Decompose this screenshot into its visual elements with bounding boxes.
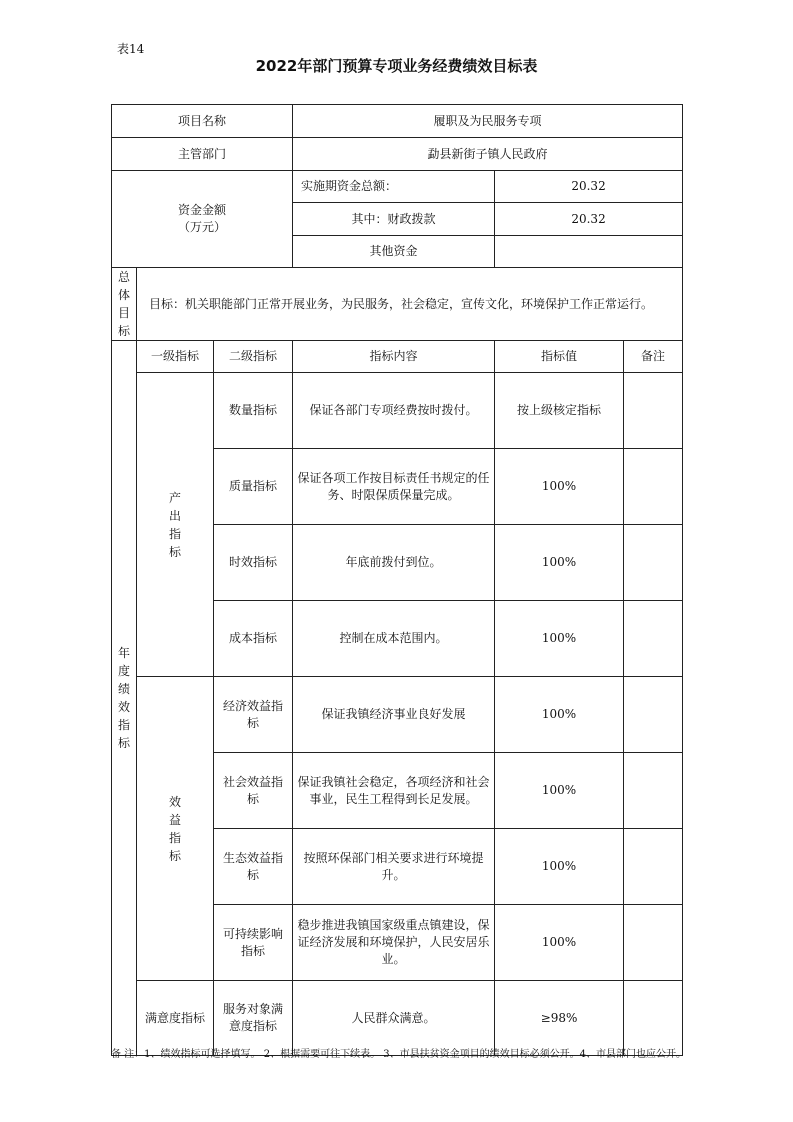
column-header-level1: 一级指标 xyxy=(137,341,214,373)
column-header-content: 指标内容 xyxy=(293,341,495,373)
table-number: 表14 xyxy=(117,42,145,56)
department-value: 勐县新街子镇人民政府 xyxy=(293,138,683,171)
indicator-sub: 服务对象满意度指标 xyxy=(214,981,293,1056)
performance-table xyxy=(111,104,683,1056)
indicator-remark xyxy=(624,373,683,449)
row-department xyxy=(112,138,683,171)
row-funding-total xyxy=(112,171,683,203)
indicator-content: 年底前拨付到位。 xyxy=(293,525,495,601)
indicator-content: 保证各项工作按目标责任书规定的任务、时限保质保量完成。 xyxy=(293,449,495,525)
funding-label: 资金金额 xyxy=(178,203,227,217)
column-header-remark: 备注 xyxy=(624,341,683,373)
indicator-content: 保证各部门专项经费按时拨付。 xyxy=(293,373,495,449)
indicator-value: 100% xyxy=(495,905,624,981)
indicator-content: 按照环保部门相关要求进行环境提升。 xyxy=(293,829,495,905)
indicator-sub: 时效指标 xyxy=(214,525,293,601)
overall-goal-label: 总体目标 xyxy=(118,270,131,338)
indicator-content: 控制在成本范围内。 xyxy=(293,601,495,677)
indicator-value: 100% xyxy=(495,449,624,525)
page-title: 2022年部门预算专项业务经费绩效目标表 xyxy=(255,57,538,75)
indicator-content: 人民群众满意。 xyxy=(293,981,495,1056)
funding-total-label: 实施期资金总额： xyxy=(293,171,495,203)
indicator-value: 100% xyxy=(495,753,624,829)
indicator-remark xyxy=(624,981,683,1056)
row-overall-goal xyxy=(112,268,683,341)
satisfaction-label: 满意度指标 xyxy=(137,981,214,1056)
indicator-content: 保证我镇经济事业良好发展 xyxy=(293,677,495,753)
output-label-cell xyxy=(137,373,214,677)
benefit-label-cell xyxy=(137,677,214,981)
indicator-sub: 质量指标 xyxy=(214,449,293,525)
annual-label: 年度绩效指标 xyxy=(118,646,131,750)
indicator-remark xyxy=(624,601,683,677)
overall-goal-label-cell xyxy=(112,268,137,341)
indicator-sub: 成本指标 xyxy=(214,601,293,677)
annual-label-cell xyxy=(112,341,137,1056)
footnote: 备 注：1、绩效指标可选择填写。 2、根据需要可往下续表。 3、市县扶贫资金项目的绩效目标必须公开。4、市县部门也应公开。 xyxy=(111,1049,686,1060)
department-label: 主管部门 xyxy=(112,138,293,171)
overall-goal-text: 目标：机关职能部门正常开展业务，为民服务，社会稳定，宣传文化，环境保护工作正常运行。 xyxy=(137,268,683,341)
funding-other-label: 其他资金 xyxy=(293,236,495,268)
indicator-remark xyxy=(624,905,683,981)
indicator-value: 100% xyxy=(495,525,624,601)
indicator-value: 100% xyxy=(495,601,624,677)
funding-fiscal-value: 20.32 xyxy=(495,203,683,236)
table-row xyxy=(112,981,683,1056)
funding-fiscal-label: 其中：财政拨款 xyxy=(293,203,495,236)
column-header-level2: 二级指标 xyxy=(214,341,293,373)
indicator-content: 保证我镇社会稳定，各项经济和社会事业，民生工程得到长足发展。 xyxy=(293,753,495,829)
indicator-sub: 可持续影响指标 xyxy=(214,905,293,981)
funding-unit: （万元） xyxy=(178,220,227,234)
indicator-value: 按上级核定指标 xyxy=(495,373,624,449)
indicator-sub: 社会效益指标 xyxy=(214,753,293,829)
indicator-remark xyxy=(624,449,683,525)
project-name-label: 项目名称 xyxy=(112,105,293,138)
indicator-value: ≥98% xyxy=(495,981,624,1056)
funding-other-value xyxy=(495,236,683,268)
funding-total-value: 20.32 xyxy=(495,171,683,203)
indicator-remark xyxy=(624,677,683,753)
indicator-value: 100% xyxy=(495,829,624,905)
indicator-remark xyxy=(624,829,683,905)
indicator-sub: 经济效益指标 xyxy=(214,677,293,753)
indicator-sub: 数量指标 xyxy=(214,373,293,449)
indicator-sub: 生态效益指标 xyxy=(214,829,293,905)
funding-label-cell xyxy=(112,171,293,268)
indicator-value: 100% xyxy=(495,677,624,753)
row-column-headers xyxy=(112,341,683,373)
table-row xyxy=(112,373,683,449)
indicator-remark xyxy=(624,525,683,601)
output-label: 产出指标 xyxy=(169,490,182,559)
column-header-value: 指标值 xyxy=(495,341,624,373)
indicator-remark xyxy=(624,753,683,829)
row-project-name xyxy=(112,105,683,138)
project-name-value: 履职及为民服务专项 xyxy=(293,105,683,138)
table-row xyxy=(112,677,683,753)
benefit-label: 效益指标 xyxy=(169,794,182,863)
indicator-content: 稳步推进我镇国家级重点镇建设，保证经济发展和环境保护，人民安居乐业。 xyxy=(293,905,495,981)
